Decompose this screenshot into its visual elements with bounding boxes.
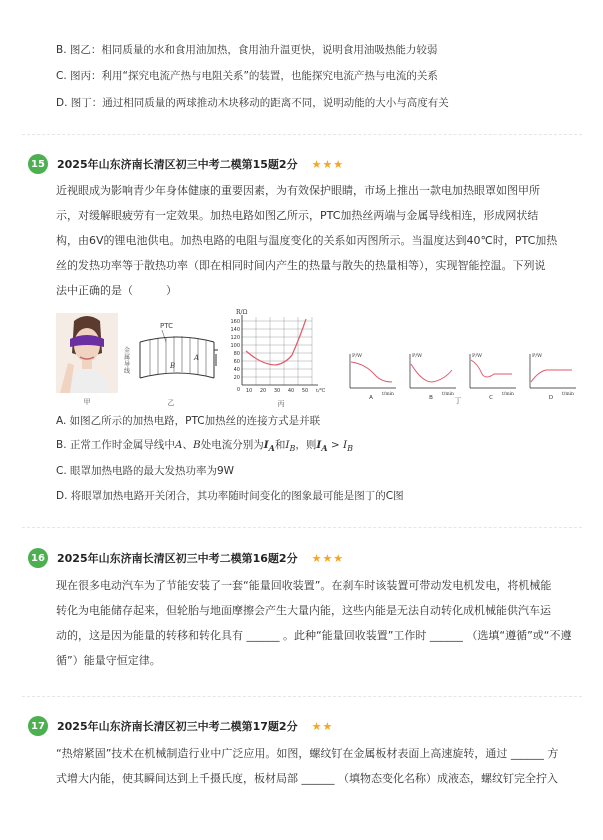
r-tick: 0 — [236, 387, 240, 393]
t-tick: 50 — [301, 388, 309, 394]
r-tick: 20 — [233, 375, 240, 381]
question-number-badge: 15 — [28, 154, 48, 174]
subplot-label: B — [429, 395, 433, 400]
current-symbol: I — [316, 439, 322, 451]
question-title: 2025年山东济南长清区初三中考二模第17题2分 — [57, 720, 298, 733]
current-subscript: B — [347, 444, 354, 454]
subplot-label: C — [489, 395, 493, 400]
question-17-stem — [56, 741, 576, 791]
subplot-label: A — [369, 395, 373, 400]
divider — [22, 527, 582, 528]
p-axis-label: P/W — [412, 353, 423, 359]
option-b-text: 、 — [182, 439, 193, 451]
time-axis-label: t/min — [442, 392, 454, 397]
question-16-header — [28, 548, 344, 568]
figure-jia — [56, 313, 118, 406]
heating-circuit-diagram — [122, 316, 220, 394]
time-axis-label: t/min — [382, 392, 394, 397]
r-tick: 140 — [230, 327, 240, 333]
ptc-label: PTC — [160, 322, 173, 330]
option-d[interactable]: D. 将眼罩加热电路开关闭合，其功率随时间变化的图象最可能是图丁的C图 — [56, 490, 404, 502]
point-b-label: B — [170, 362, 176, 370]
stem-line: 近视眼成为影响青少年身体健康的重要因素，为有效保护眼睛，市场上推出一款电加热眼罩如图甲所 — [56, 184, 540, 197]
t-tick: 30 — [273, 388, 281, 394]
greater-than-sign: > — [327, 439, 344, 451]
divider — [22, 134, 582, 135]
time-axis-label: t/min — [502, 392, 514, 397]
prev-option-d: D. 图丁：通过相同质量的两球推动木块移动的距离不同，说明动能的大小与高度有关 — [56, 97, 449, 109]
r-tick: 160 — [230, 319, 240, 325]
wire-label: 属 — [124, 354, 131, 361]
power-time-graphs — [344, 350, 580, 400]
option-b-text: ，则 — [295, 439, 317, 451]
prev-option-c: C. 图丙：利用“探究电流产热与电阻关系”的装置，也能探究电流产热与电流的关系 — [56, 70, 438, 82]
subplot-label: D — [548, 395, 554, 400]
wire-label: 线 — [124, 368, 131, 375]
question-title: 2025年山东济南长清区初三中考二模第16题2分 — [57, 552, 298, 565]
subplot-a — [350, 353, 396, 400]
r-tick: 60 — [233, 359, 240, 365]
current-subscript: A — [321, 443, 328, 454]
current-subscript: B — [289, 444, 296, 454]
p-axis-label: P/W — [352, 353, 363, 359]
r-tick: 40 — [233, 367, 240, 373]
resistance-temperature-graph — [226, 307, 336, 395]
stem-line: 现在很多电动汽车为了节能安装了一套“能量回收装置”。在刹车时该装置可带动发电机发电，将机械能 — [56, 579, 552, 592]
figure-ding-label: 丁 — [454, 397, 462, 405]
wire-label: 金 — [124, 347, 131, 354]
stem-line: 丝的发热功率等于散热功率（即在相同时间内产生的热量与散失的热量相等），实现智能控温。下列说 — [56, 259, 546, 272]
stem-line: 转化为电能储存起来，但轮胎与地面摩擦会产生大量内能，这些内能是无法自动转化成机械能供汽车运 — [56, 604, 551, 617]
option-b-text: 处电流分别为 — [200, 439, 264, 451]
p-axis-label: P/W — [472, 353, 483, 359]
question-number-badge: 17 — [28, 716, 48, 736]
r-axis-label: R/Ω — [236, 309, 248, 316]
current-ia — [316, 439, 328, 454]
figure-yi-label: 乙 — [167, 399, 175, 407]
r-tick: 80 — [233, 351, 240, 357]
var-b: B — [192, 439, 201, 451]
r-tick: 120 — [230, 335, 240, 341]
t-tick: 40 — [287, 388, 295, 394]
stem-line: “热熔紧固”技术在机械制造行业中广泛应用。如图，螺纹钉在金属板材表面上高速旋转，通过 ______ 方 — [56, 747, 559, 760]
current-symbol: I — [263, 439, 269, 451]
current-subscript: A — [268, 443, 275, 454]
current-symbol: I — [285, 439, 290, 451]
current-ib — [343, 439, 354, 454]
resistance-curve — [246, 319, 306, 365]
option-b-text: B. 正常工作时金属导线中 — [56, 439, 175, 451]
stem-line: 构，由6V的锂电池供电。加热电路的电阻与温度变化的关系如丙图所示。当温度达到40℃时，PTC加热 — [56, 234, 558, 247]
t-tick: 10 — [245, 388, 253, 394]
option-c[interactable]: C. 眼罩加热电路的最大发热功率为9W — [56, 465, 235, 477]
r-tick: 100 — [230, 343, 240, 349]
stem-line: 动的，这是因为能量的转移和转化具有 ______ 。此种“能量回收装置”工作时 ______ （选填“遵循”或“不遵 — [56, 629, 572, 642]
current-ia — [263, 439, 275, 454]
stem-line: 式增大内能，使其瞬间达到上千摄氏度，板材局部 ______ （填物态变化名称）成液态，螺纹钉完全拧入 — [56, 772, 558, 785]
p-axis-label: P/W — [532, 353, 543, 359]
question-15-stem — [56, 178, 576, 303]
t-axis-label: t/℃ — [316, 388, 326, 394]
question-title: 2025年山东济南长清区初三中考二模第15题2分 — [57, 158, 298, 171]
wire-label: 导 — [124, 361, 131, 368]
subplot-b — [410, 353, 456, 400]
var-a: A — [174, 439, 183, 451]
figure-jia-label: 甲 — [83, 398, 91, 406]
question-15-header — [28, 154, 344, 174]
prev-option-b: B. 图乙：相同质量的水和食用油加热，食用油升温更快，说明食用油吸热能力较弱 — [56, 44, 438, 56]
question-number-badge: 16 — [28, 548, 48, 568]
current-symbol: I — [343, 439, 348, 451]
stem-line: 示，对缓解眼疲劳有一定效果。加热电路如图乙所示，PTC加热丝两端与金属导线相连，形成网状结 — [56, 209, 539, 222]
stem-line: 循”）能量守恒定律。 — [56, 654, 161, 667]
option-a[interactable]: A. 如图乙所示的加热电路，PTC加热丝的连接方式是并联 — [56, 415, 321, 427]
difficulty-stars: ★★★ — [311, 551, 345, 565]
difficulty-stars: ★★★ — [311, 157, 345, 171]
divider — [22, 696, 582, 697]
figure-yi — [122, 316, 220, 407]
subplot-c — [470, 353, 516, 400]
time-axis-label: t/min — [562, 392, 574, 397]
question-16-stem — [56, 573, 576, 673]
point-a-label: A — [194, 354, 200, 362]
option-b-text: 和 — [274, 439, 286, 451]
subplot-d — [530, 353, 576, 400]
stem-line: 法中正确的是（ ） — [56, 284, 177, 297]
current-ib — [285, 439, 296, 454]
eye-mask-photo — [56, 313, 118, 393]
figure-bing — [226, 307, 336, 408]
option-b[interactable] — [56, 437, 353, 453]
figure-bing-label: 丙 — [277, 400, 285, 408]
difficulty-stars: ★★ — [311, 719, 334, 733]
question-17-header — [28, 716, 333, 736]
t-tick: 20 — [259, 388, 267, 394]
